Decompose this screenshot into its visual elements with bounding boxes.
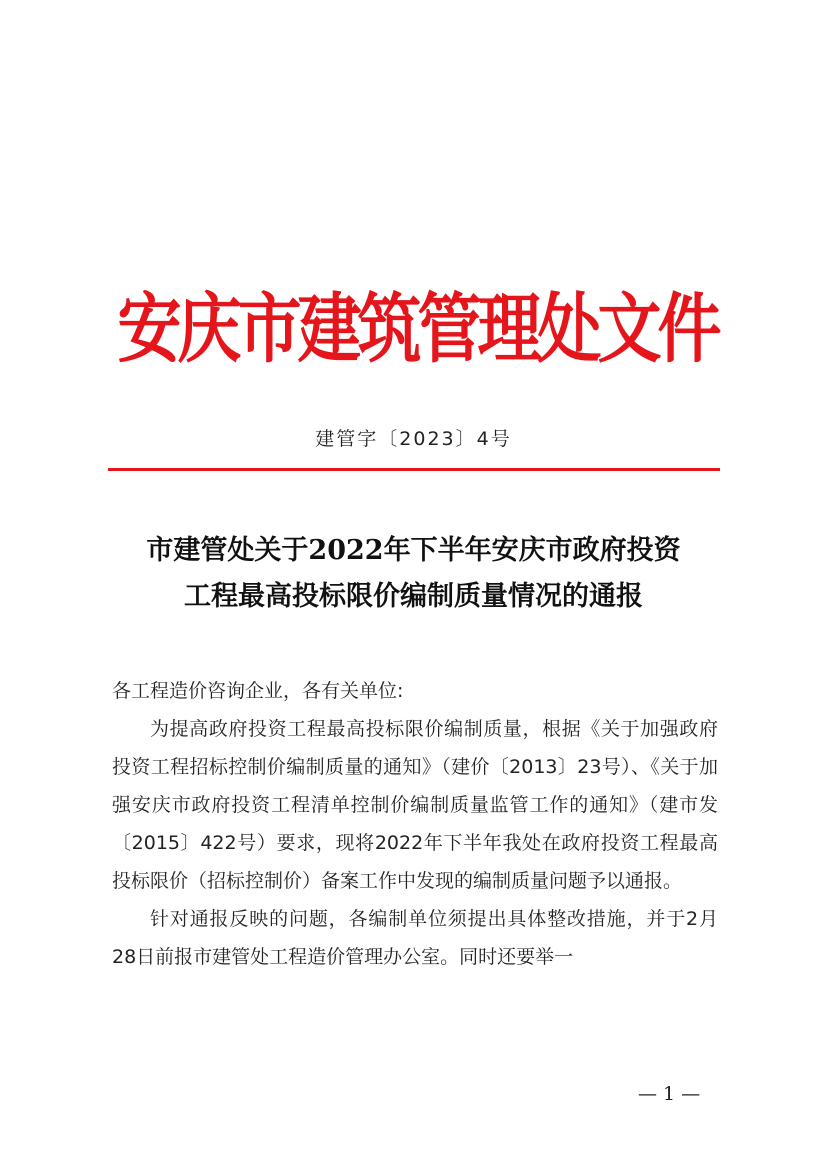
page-number: — 1 — <box>638 1083 701 1105</box>
document-title <box>90 528 737 620</box>
document-title-line-2: 工程最高投标限价编制质量情况的通报 <box>184 581 643 612</box>
red-divider-line <box>108 468 720 471</box>
document-body <box>112 672 718 976</box>
document-title-line-1: 市建管处关于2022年下半年安庆市政府投资 <box>146 535 681 566</box>
document-number: 建管字〔2023〕4号 <box>315 428 512 450</box>
body-paragraph-2: 针对通报反映的问题，各编制单位须提出具体整改措施，并于2月28日前报市建管处工程造价管理办公室。同时还要举一 <box>112 908 718 968</box>
body-paragraph-1: 为提高政府投资工程最高投标限价编制质量，根据《关于加强政府投资工程招标控制价编制质量的通知》（建价〔2013〕23号）、《关于加强安庆市政府投资工程清单控制价编制质量监管工作的通知》（建市发〔2015〕422号）要求，现将2022年下半年我处在政府投资工程最高投标限价（招标控制价）备案工作中发现的编制质量问题予以通报。 <box>112 718 718 892</box>
salutation: 各工程造价咨询企业，各有关单位: <box>112 680 404 702</box>
masthead-title: 安庆市建筑管理处文件 <box>117 285 718 374</box>
